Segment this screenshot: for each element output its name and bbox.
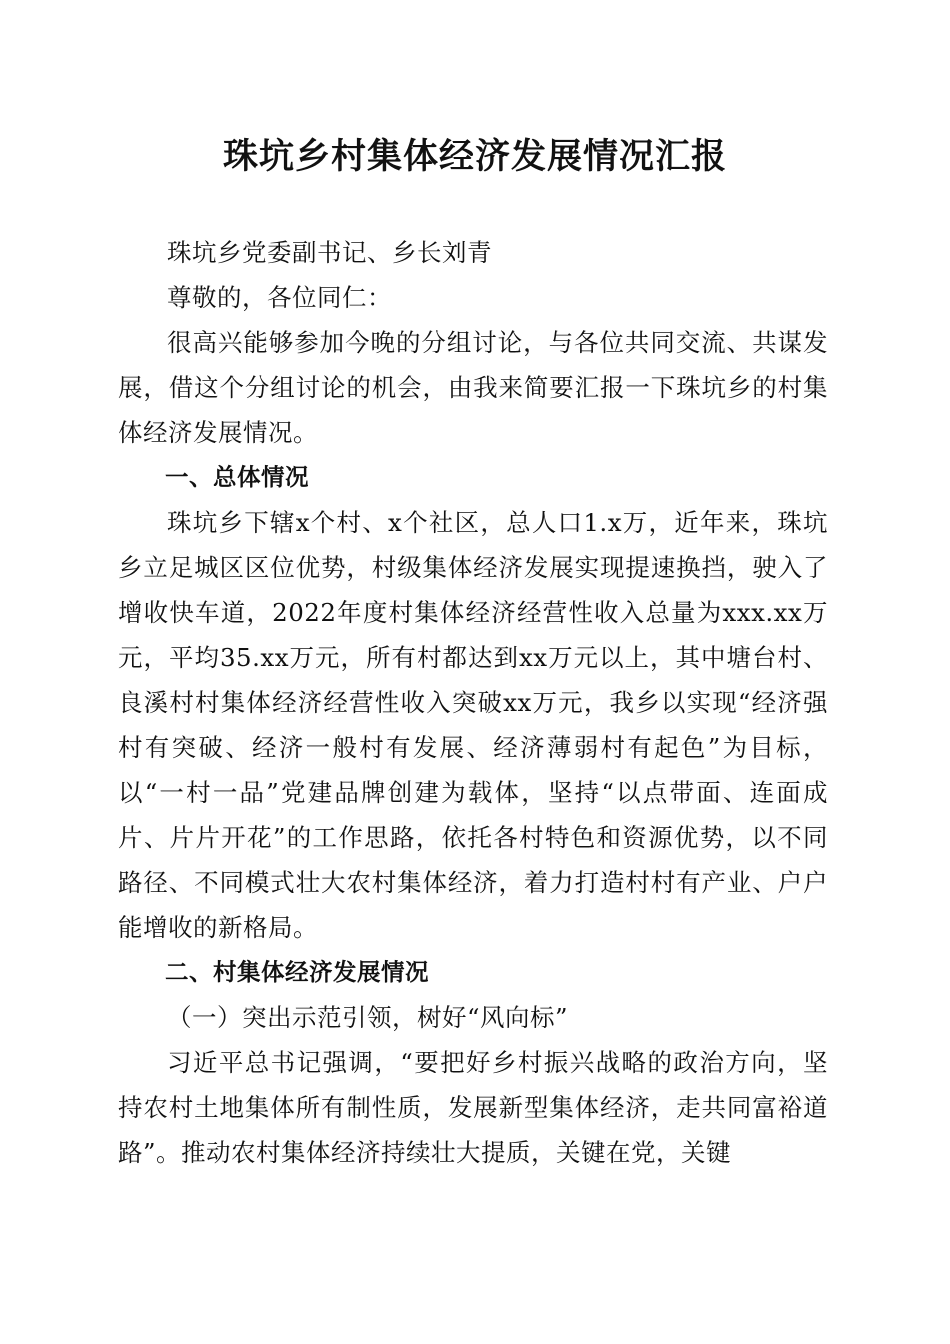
document-body bbox=[118, 230, 828, 1175]
overview-paragraph: 珠坑乡下辖x个村、x个社区，总人口1.x万，近年来，珠坑乡立足城区区位优势，村级集体经济发展实现提速换挡，驶入了增收快车道，2022年度村集体经济经营性收入总量为xxx.xx万元，平均35.xx万元，所有村都达到xx万元以上，其中塘台村、良溪村村集体经济经营性收入突破xx万元，我乡以实现“经济强村有突破、经济一般村有发展、经济薄弱村有起色”为目标，以“一村一品”党建品牌创建为载体，坚持“以点带面、连面成片、片片开花”的工作思路，依托各村特色和资源优势，以不同路径、不同模式壮大农村集体经济，着力打造村村有产业、户户能增收的新格局。 bbox=[118, 508, 828, 942]
document-title: 珠坑乡村集体经济发展情况汇报 bbox=[222, 137, 727, 177]
demonstration-paragraph: 习近平总书记强调，“要把好乡村振兴战略的政治方向，坚持农村土地集体所有制性质，发展新型集体经济，走共同富裕道路”。推动农村集体经济持续壮大提质，关键在党，关键 bbox=[118, 1048, 828, 1167]
author-line: 珠坑乡党委副书记、乡长刘青 bbox=[167, 238, 492, 267]
intro-paragraph: 很高兴能够参加今晚的分组讨论，与各位共同交流、共谋发展，借这个分组讨论的机会，由我来简要汇报一下珠坑乡的村集体经济发展情况。 bbox=[118, 328, 828, 447]
salutation: 尊敬的，各位同仁： bbox=[167, 283, 392, 312]
section-heading-overview: 一、总体情况 bbox=[165, 463, 309, 491]
section-heading-development: 二、村集体经济发展情况 bbox=[165, 958, 429, 986]
subsection-heading-demonstration: （一）突出示范引领，树好“风向标” bbox=[167, 1003, 569, 1032]
